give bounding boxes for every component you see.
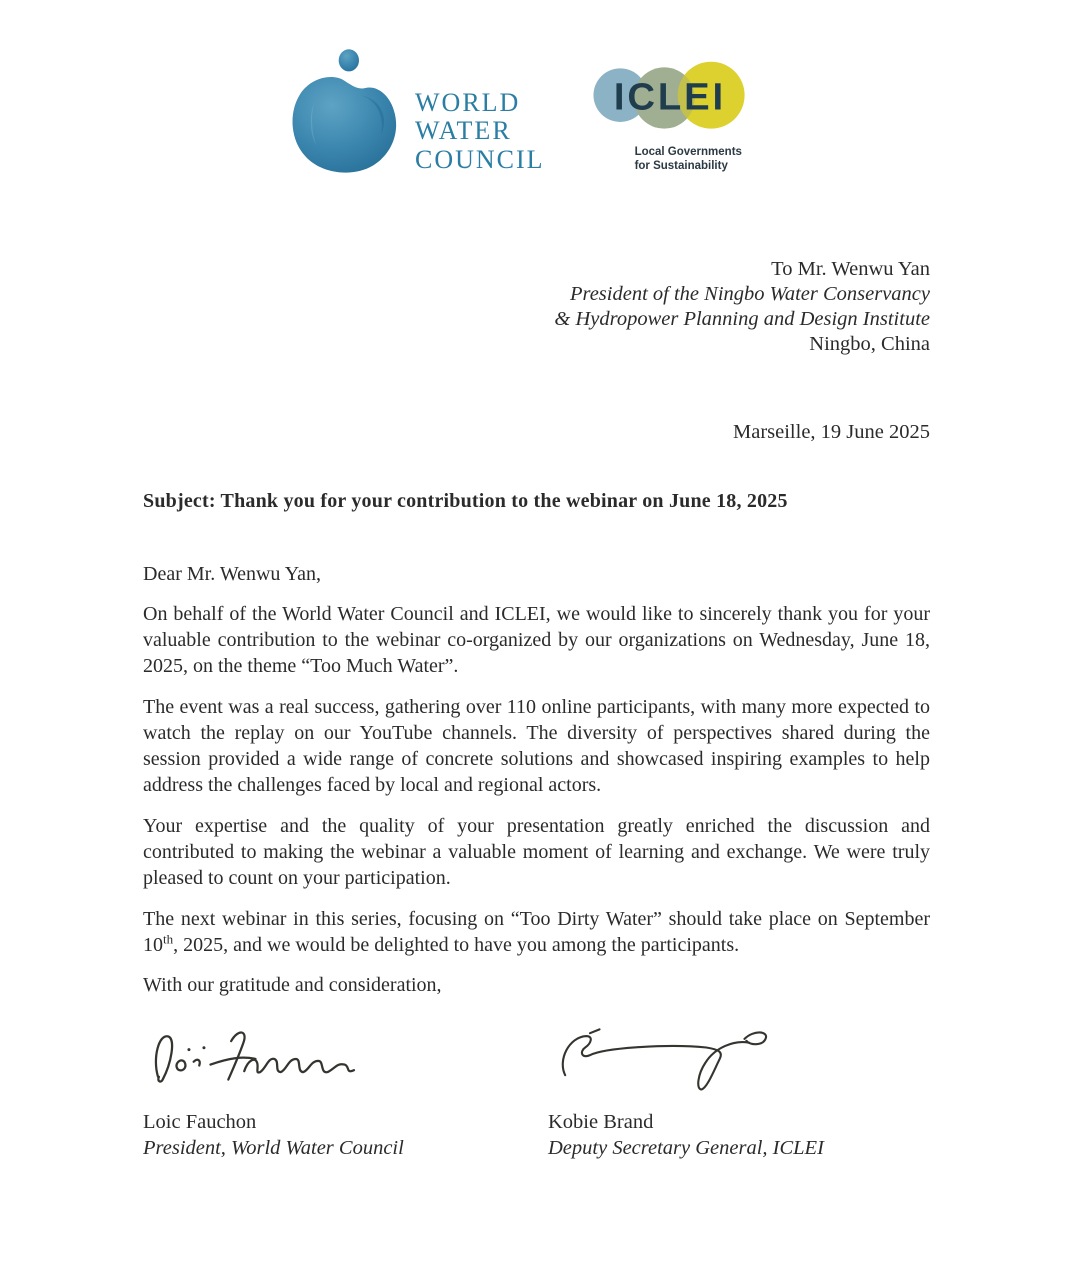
closing-line: With our gratitude and consideration, <box>143 974 442 996</box>
signer-title: Deputy Secretary General, ICLEI <box>548 1137 824 1159</box>
paragraph-4 <box>143 906 930 958</box>
letterhead <box>287 45 930 183</box>
recipient-title-line2: & Hydropower Planning and Design Institute <box>554 308 930 330</box>
iclei-acronym: ICLEI <box>613 75 726 119</box>
paragraph-4-text-end: , 2025, and we would be delighted to have you among the participants. <box>173 934 740 956</box>
wwc-wordmark-line1: WORLD <box>415 87 521 117</box>
iclei-circles-icon <box>591 55 749 143</box>
recipient-name: To Mr. Wenwu Yan <box>771 258 930 280</box>
wwc-wordmark <box>415 89 545 175</box>
signer-title: President, World Water Council <box>143 1137 404 1159</box>
paragraph-2: The event was a real success, gathering over 110 online participants, with many more expected to watch the replay on our YouTube channels. The diversity of perspectives shared during the session provided a wide range of concrete solutions and showcased inspiring examples to help address the challenges faced by local and regional actors. <box>143 696 930 796</box>
loic-fauchon-signature-icon <box>143 1015 548 1101</box>
recipient-title-line1: President of the Ningbo Water Conservancy <box>569 283 930 305</box>
signer-name: Loic Fauchon <box>143 1111 257 1133</box>
signature-loic-fauchon <box>143 1015 548 1161</box>
iclei-tagline <box>635 145 749 174</box>
iclei-tagline-line2: for Sustainability <box>634 160 728 173</box>
dateline: Marseille, 19 June 2025 <box>733 421 930 443</box>
iclei-logo <box>591 55 749 174</box>
wwc-wordmark-line3: COUNCIL <box>415 144 545 174</box>
paragraph-4-ordinal: th <box>163 931 174 947</box>
water-drop-icon <box>287 45 407 180</box>
wwc-wordmark-line2: WATER <box>415 116 512 146</box>
signer-name: Kobie Brand <box>548 1111 654 1133</box>
signature-kobie-brand <box>548 1015 928 1161</box>
recipient-city: Ningbo, China <box>809 333 930 355</box>
paragraph-3: Your expertise and the quality of your presentation greatly enriched the discussion and contributed to making the webinar a valuable moment of learning and exchange. We were truly pleased to count on your participation. <box>143 815 930 889</box>
salutation: Dear Mr. Wenwu Yan, <box>143 563 322 585</box>
paragraph-4-text: The next webinar in this series, focusing on “Too Dirty Water” should take place on September 10 <box>143 908 930 956</box>
paragraph-1: On behalf of the World Water Council and ICLEI, we would like to sincerely thank you for your valuable contribution to the webinar co-organized by our organizations on Wednesday, June 18, 2025, on the theme “Too Much Water”. <box>143 603 930 677</box>
signature-block <box>143 1015 930 1161</box>
kobie-brand-signature-icon <box>548 1015 928 1101</box>
world-water-council-logo <box>287 45 545 180</box>
subject-line: Subject: Thank you for your contribution to the webinar on June 18, 2025 <box>143 490 788 512</box>
recipient-address <box>143 257 930 357</box>
iclei-tagline-line1: Local Governments <box>634 146 742 158</box>
